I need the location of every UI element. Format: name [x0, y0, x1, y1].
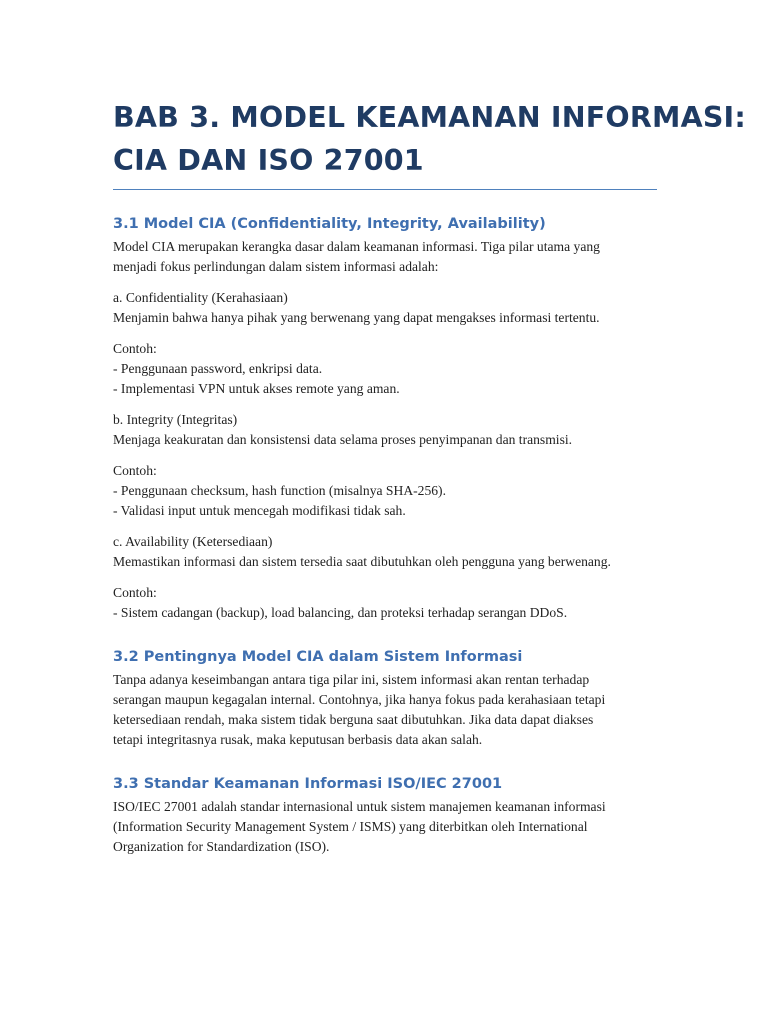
- availability-description: Memastikan informasi dan sistem tersedia saat dibutuhkan oleh pengguna yang berwenang.: [113, 554, 611, 569]
- paragraph-line: tetapi integritasnya rusak, maka keputusan berbasis data akan salah.: [113, 732, 483, 747]
- confidentiality-examples: [113, 339, 658, 399]
- section-heading-3-2: 3.2 Pentingnya Model CIA dalam Sistem Informasi: [113, 649, 523, 665]
- example-item: - Penggunaan password, enkripsi data.: [113, 361, 323, 376]
- section-heading-3-3: 3.3 Standar Keamanan Informasi ISO/IEC 27001: [113, 776, 503, 792]
- paragraph-line: ketersediaan rendah, maka sistem tidak berguna saat dibutuhkan. Jika data dapat diakses: [113, 712, 594, 727]
- confidentiality-description: Menjamin bahwa hanya pihak yang berwenang yang dapat mengakses informasi tertentu.: [113, 310, 600, 325]
- section-3-2-paragraph: [113, 670, 658, 750]
- example-label: Contoh:: [113, 585, 157, 600]
- example-item: - Sistem cadangan (backup), load balancing, dan proteksi terhadap serangan DDoS.: [113, 605, 568, 620]
- paragraph-line: Tanpa adanya keseimbangan antara tiga pilar ini, sistem informasi akan rentan terhadap: [113, 672, 590, 687]
- document-page: [113, 96, 746, 857]
- paragraph-line: serangan maupun kegagalan internal. Contohnya, jika hanya fokus pada kerahasiaan tetapi: [113, 692, 606, 707]
- example-item: - Validasi input untuk mencegah modifikasi tidak sah.: [113, 503, 406, 518]
- section-3-3-paragraph: [113, 797, 658, 857]
- chapter-title-line-1: BAB 3. MODEL KEAMANAN INFORMASI:: [113, 101, 746, 134]
- integrity-examples: [113, 461, 658, 521]
- title-divider: [113, 189, 657, 190]
- paragraph-line: (Information Security Management System / ISMS) yang diterbitkan oleh International: [113, 819, 588, 834]
- paragraph-line: Model CIA merupakan kerangka dasar dalam keamanan informasi. Tiga pilar utama yang: [113, 239, 600, 254]
- chapter-title: [113, 96, 746, 182]
- example-label: Contoh:: [113, 341, 157, 356]
- chapter-title-line-2: CIA DAN ISO 27001: [113, 144, 424, 177]
- availability-block: [113, 532, 658, 572]
- example-label: Contoh:: [113, 463, 157, 478]
- availability-examples: [113, 583, 658, 623]
- integrity-label: b. Integrity (Integritas): [113, 412, 238, 427]
- availability-label: c. Availability (Ketersediaan): [113, 534, 273, 549]
- confidentiality-block: [113, 288, 658, 328]
- section-heading-3-1: 3.1 Model CIA (Confidentiality, Integrity, Availability): [113, 216, 546, 232]
- section-3-1-intro: [113, 237, 658, 277]
- example-item: - Implementasi VPN untuk akses remote yang aman.: [113, 381, 400, 396]
- integrity-description: Menjaga keakuratan dan konsistensi data selama proses penyimpanan dan transmisi.: [113, 432, 573, 447]
- integrity-block: [113, 410, 658, 450]
- paragraph-line: Organization for Standardization (ISO).: [113, 839, 330, 854]
- confidentiality-label: a. Confidentiality (Kerahasiaan): [113, 290, 288, 305]
- paragraph-line: ISO/IEC 27001 adalah standar internasional untuk sistem manajemen keamanan informasi: [113, 799, 606, 814]
- example-item: - Penggunaan checksum, hash function (misalnya SHA-256).: [113, 483, 446, 498]
- paragraph-line: menjadi fokus perlindungan dalam sistem informasi adalah:: [113, 259, 439, 274]
